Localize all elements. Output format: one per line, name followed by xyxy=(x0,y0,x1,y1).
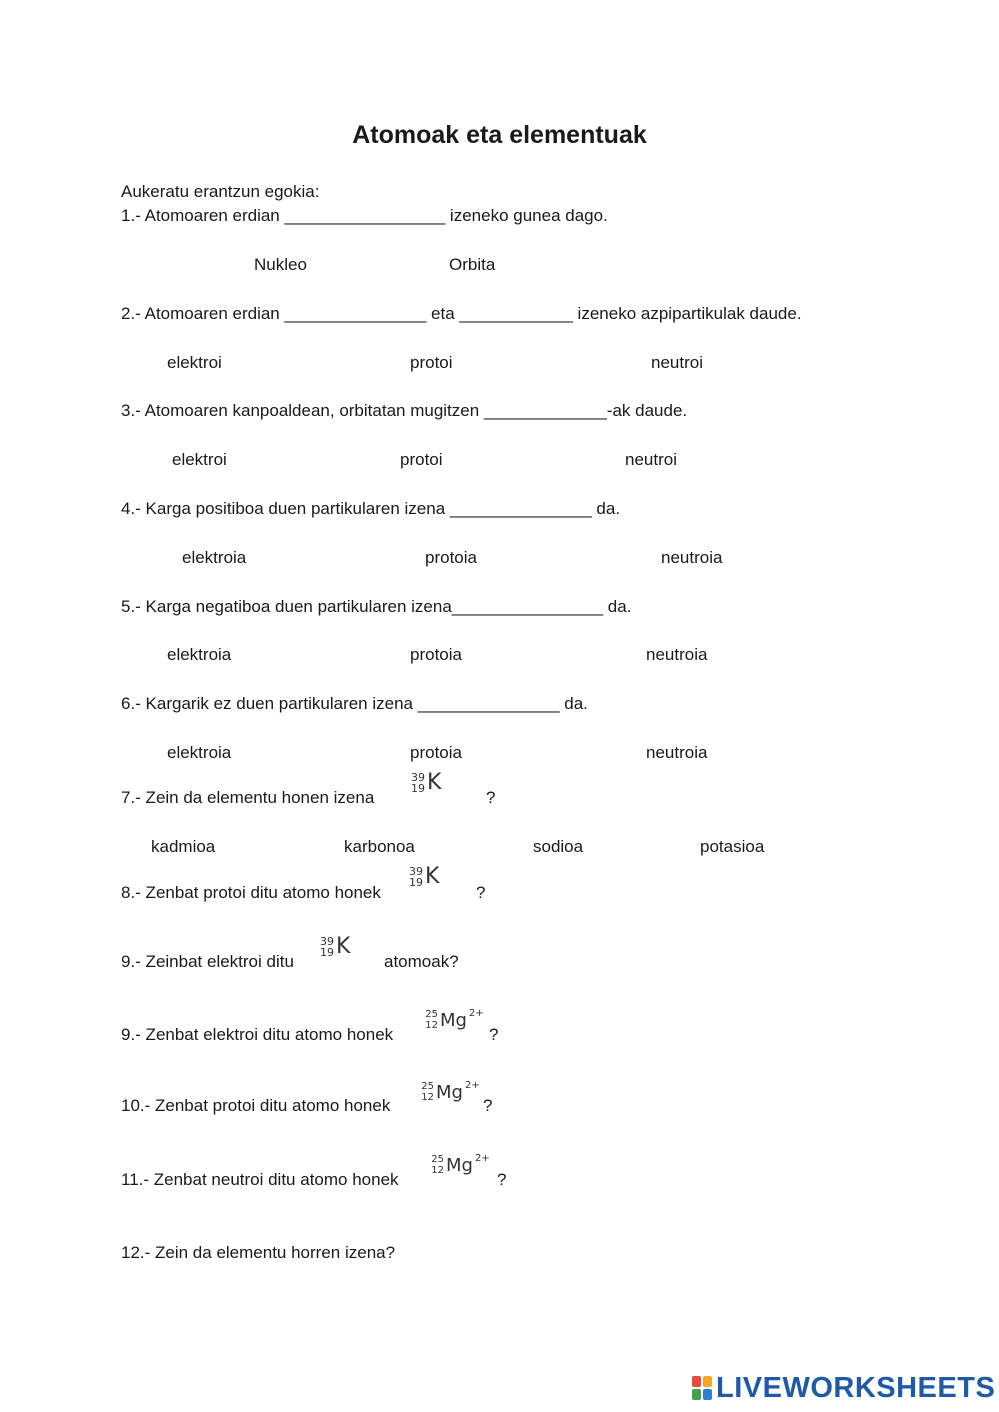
option[interactable]: elektroia xyxy=(182,548,247,567)
option[interactable]: sodioa xyxy=(533,837,584,856)
option[interactable]: Orbita xyxy=(449,255,496,274)
question-9a: 9.- Zeinbat elektroi ditu xyxy=(121,952,294,971)
question-mark: ? xyxy=(483,1096,493,1115)
brand-mark-icon xyxy=(692,1376,712,1400)
option[interactable]: protoia xyxy=(410,645,462,664)
option[interactable]: elektroi xyxy=(172,450,227,469)
magnesium-isotope: 25 12 Mg 2+ xyxy=(421,1080,480,1103)
option[interactable]: elektroia xyxy=(167,743,232,762)
question-3: 3.- Atomoaren kanpoaldean, orbitatan mugitzen _____________-ak daude. xyxy=(121,401,688,420)
question-mark: ? xyxy=(489,1025,499,1044)
page-title: Atomoak eta elementuak xyxy=(352,121,647,149)
question-5: 5.- Karga negatiboa duen partikularen izena________________ da. xyxy=(121,597,632,616)
instruction: Aukeratu erantzun egokia: xyxy=(121,182,320,201)
option[interactable]: protoia xyxy=(410,743,462,762)
question-12: 12.- Zein da elementu horren izena? xyxy=(121,1243,396,1262)
question-4: 4.- Karga positiboa duen partikularen izena _______________ da. xyxy=(121,499,621,518)
question-mark: ? xyxy=(476,883,486,902)
potassium-isotope: 39 19 K xyxy=(411,770,442,795)
question-11: 11.- Zenbat neutroi ditu atomo honek xyxy=(121,1170,399,1189)
question-1: 1.- Atomoaren erdian _________________ izeneko gunea dago. xyxy=(121,206,608,225)
option[interactable]: protoia xyxy=(425,548,477,567)
potassium-isotope: 39 19 K xyxy=(320,934,351,959)
potassium-isotope: 39 19 K xyxy=(409,864,440,889)
question-8: 8.- Zenbat protoi ditu atomo honek xyxy=(121,883,381,902)
option[interactable]: karbonoa xyxy=(344,837,415,856)
question-9b: 9.- Zenbat elektroi ditu atomo honek xyxy=(121,1025,394,1044)
question-10: 10.- Zenbat protoi ditu atomo honek xyxy=(121,1096,391,1115)
option[interactable]: neutroia xyxy=(646,743,708,762)
question-mark: ? xyxy=(486,788,496,807)
option[interactable]: neutroia xyxy=(646,645,708,664)
option[interactable]: protoi xyxy=(410,353,453,372)
option[interactable]: Nukleo xyxy=(254,255,307,274)
question-7: 7.- Zein da elementu honen izena xyxy=(121,788,375,807)
question-mark: ? xyxy=(497,1170,507,1189)
option[interactable]: protoi xyxy=(400,450,443,469)
magnesium-isotope: 25 12 Mg 2+ xyxy=(431,1153,490,1176)
question-2: 2.- Atomoaren erdian _______________ eta ____________ izeneko azpipartikulak daude. xyxy=(121,304,802,323)
option[interactable]: neutroi xyxy=(625,450,677,469)
option[interactable]: elektroi xyxy=(167,353,222,372)
option[interactable]: kadmioa xyxy=(151,837,216,856)
option[interactable]: potasioa xyxy=(700,837,765,856)
option[interactable]: neutroi xyxy=(651,353,703,372)
option[interactable]: neutroia xyxy=(661,548,723,567)
option[interactable]: elektroia xyxy=(167,645,232,664)
magnesium-isotope: 25 12 Mg 2+ xyxy=(425,1008,484,1031)
brand-name: LIVEWORKSHEETS xyxy=(716,1371,996,1404)
question-6: 6.- Kargarik ez duen partikularen izena _______________ da. xyxy=(121,694,588,713)
question-suffix: atomoak? xyxy=(384,952,459,971)
liveworksheets-logo xyxy=(692,1372,995,1404)
